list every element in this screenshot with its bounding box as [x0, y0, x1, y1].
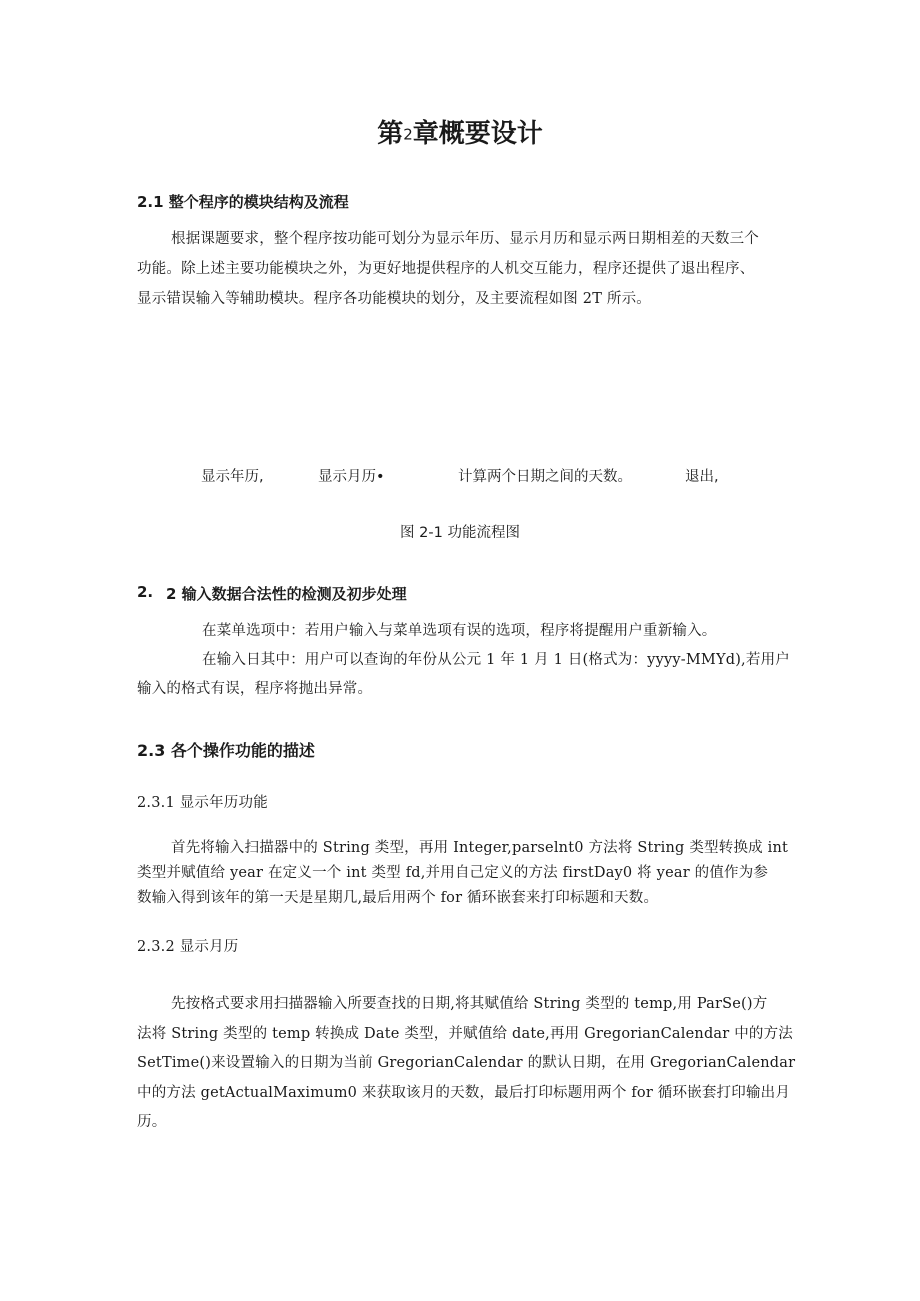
paragraph-line: 输入的格式有误，程序将抛出异常。	[137, 681, 373, 697]
flow-label-year-calendar: 显示年历,	[201, 469, 264, 485]
paragraph-line: SetTime()来设置输入的日期为当前 GregorianCalendar 的默认日期，在用 GregorianCalendar	[137, 1055, 796, 1071]
paragraph-line: 根据课题要求，整个程序按功能可划分为显示年历、显示月历和显示两日期相差的天数三个	[171, 231, 759, 247]
paragraph-line: 法将 String 类型的 temp 转换成 Date 类型，并赋值给 date,再用 GregorianCalendar 中的方法	[137, 1026, 794, 1042]
section-2-3-2-heading: 2.3.2 显示月历	[137, 939, 239, 955]
chapter-title	[0, 113, 920, 150]
paragraph-line: 显示错误输入等辅助模块。程序各功能模块的划分，及主要流程如图 2T 所示。	[137, 291, 652, 307]
paragraph-line: 在菜单选项中：若用户输入与菜单选项有误的选项，程序将提醒用户重新输入。	[202, 623, 717, 639]
section-2-2-heading: 2 输入数据合法性的检测及初步处理	[166, 585, 407, 603]
paragraph-line: 类型并赋值给 year 在定义一个 int 类型 fd,并用自己定义的方法 firstDay0 将 year 的值作为参	[137, 865, 769, 881]
figure-caption: 图 2-1 功能流程图	[400, 525, 520, 541]
chapter-title-text: 章概要设计	[412, 119, 543, 149]
section-2-3-1-heading: 2.3.1 显示年历功能	[137, 795, 268, 811]
flow-label-month-calendar: 显示月历•	[318, 469, 385, 485]
flow-label-date-diff: 计算两个日期之间的天数。	[458, 469, 632, 485]
paragraph-line: 中的方法 getActualMaximum0 来获取该月的天数，最后打印标题用两个 for 循环嵌套打印输出月	[137, 1085, 791, 1101]
paragraph-line: 功能。除上述主要功能模块之外，为更好地提供程序的人机交互能力，程序还提供了退出程序、	[137, 261, 755, 277]
paragraph-line: 先按格式要求用扫描器输入所要查找的日期,将其赋值给 String 类型的 temp,用 ParSe()方	[171, 996, 768, 1012]
paragraph-line: 在输入日其中：用户可以查询的年份从公元 1 年 1 月 1 日(格式为：yyyy-MMYd),若用户	[202, 652, 790, 668]
section-2-2-heading-number: 2.	[137, 583, 154, 601]
paragraph-line: 首先将输入扫描器中的 String 类型，再用 Integer,parselnt0 方法将 String 类型转换成 int	[171, 840, 789, 856]
chapter-number: 2	[403, 125, 413, 144]
section-2-1-heading: 2.1 整个程序的模块结构及流程	[137, 193, 349, 211]
paragraph-line: 历。	[137, 1114, 167, 1130]
section-2-3-heading: 2.3 各个操作功能的描述	[137, 741, 315, 760]
flow-label-exit: 退出,	[685, 469, 719, 485]
chapter-prefix: 第	[377, 119, 404, 149]
paragraph-line: 数输入得到该年的第一天是星期几,最后用两个 for 循环嵌套来打印标题和天数。	[137, 890, 659, 906]
